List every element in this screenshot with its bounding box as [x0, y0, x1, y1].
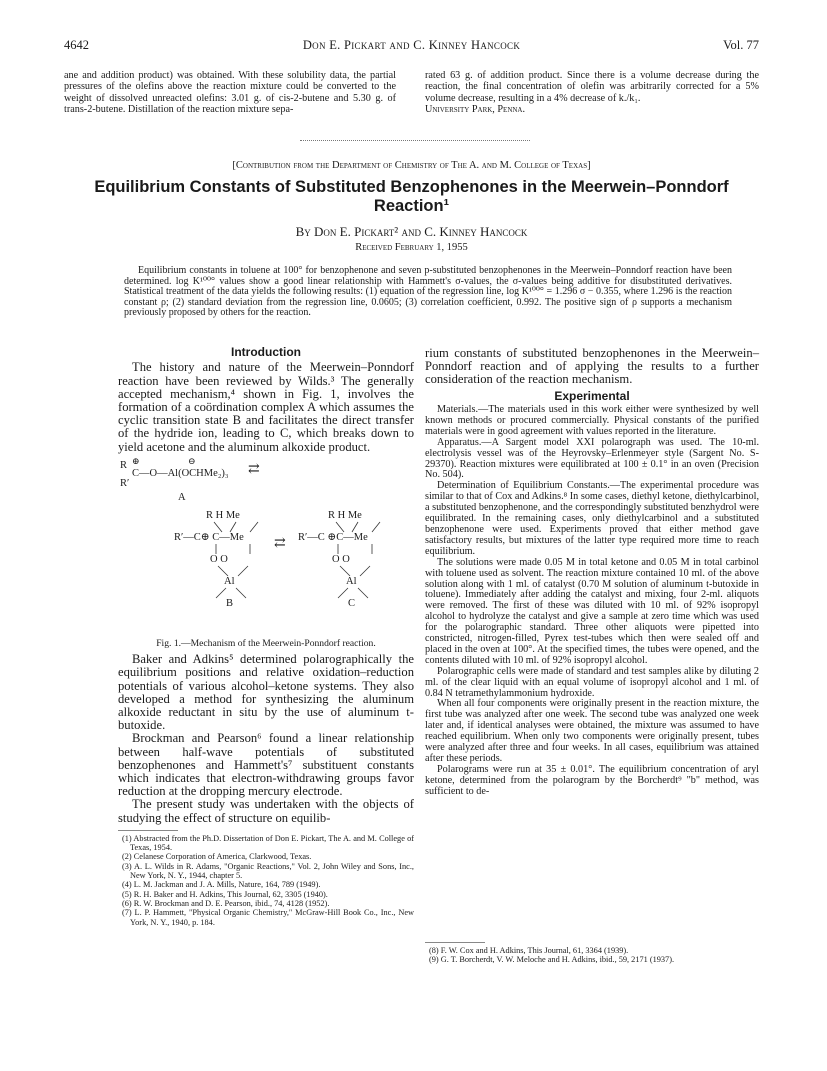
byline: By Don E. Pickart² and C. Kinney Hancock [295, 224, 528, 239]
footnote-rule-right [425, 942, 485, 943]
figure-caption: Fig. 1.—Mechanism of the Meerwein-Ponndorf reaction. [156, 637, 376, 649]
footnote: (1) Abstracted from the Ph.D. Dissertation of Don E. Pickart, The A. and M. College of Texas, 1954. [122, 833, 414, 853]
contribution-line: [Contribution from the Department of Chemistry of The A. and M. College of Texas] [232, 160, 591, 171]
right-column [425, 347, 759, 798]
experimental-heading: Experimental [554, 388, 630, 403]
intro-paragraph-3: Brockman and Pearson⁶ found a linear relationship between half-wave potentials of substituted benzophenones and Hammett's⁷ substituent constants which indicates that electron-withdrawing groups favor reduction at the dropping mercury electrode. [118, 731, 414, 799]
fig-b-al: Al [224, 575, 235, 587]
footnote: (6) R. W. Brockman and D. E. Pearson, ibid., 74, 4128 (1952). [122, 898, 330, 908]
apparatus-paragraph: Apparatus.—A Sargent model XXI polarograph was used. The 10-ml. electrolysis vessel was of the Heyrovsky–Erlenmeyer style (Sargent No. S-29370). Reaction mixtures were equilibrated at 100 ± 0.1° in an oven (Precision No. 504). [425, 436, 759, 481]
article-title: Equilibrium Constants of Substituted Benzophenones in the Meerwein–Ponndorf Reaction¹ [94, 178, 729, 215]
fig-bonds [118, 455, 414, 636]
fig-b-top: R H Me [206, 509, 240, 521]
previous-article-text-right: rated 63 g. of addition product. Since there is a volume decrease during the reaction, the final concentration of olefin was arbitrarily corrected for a 5% volume decrease, resulting in a 4% decrease of k./k₁. [425, 70, 759, 104]
fig-c-mid: R′—C ⊕C—Me [298, 531, 368, 543]
previous-article-text-left: ane and addition product) was obtained. With these solubility data, the partial pressures of the olefins above the reaction mixture could be converted to the weight of dissolved unreacted olefins: 3.01 g. of cis-2-butene and 5.30 g. of trans-2-butene. Distillation of the reaction mixture sepa- [64, 70, 396, 116]
fig-arrow-1: ⇄ [248, 461, 260, 477]
footnotes-left [118, 834, 414, 927]
previous-article-location: University Park, Penna. [425, 104, 526, 116]
fig-b-o: O O [210, 553, 228, 565]
fig-c-o: O O [332, 553, 350, 565]
footnote: (8) F. W. Cox and H. Adkins, This Journal, 61, 3364 (1939). [429, 946, 629, 955]
intro-continuation: rium constants of substituted benzophenones in the Meerwein–Ponndorf reaction and of applying the results to a further consideration of the reaction mechanism. [425, 346, 759, 387]
introduction-heading: Introduction [231, 345, 301, 359]
fig-rprime: R′ [120, 477, 130, 489]
fig-c-al: Al [346, 575, 357, 587]
polarograms-paragraph: Polarograms were run at 35 ± 0.01°. The equilibrium concentration of aryl ketone, determined from the polarogram by the Borcherdt⁹ "b" method, was sufficient to de- [425, 763, 759, 797]
article-divider [300, 140, 530, 141]
received-date: Received February 1, 1955 [355, 242, 468, 253]
fig-arrow-2: ⇄ [274, 535, 286, 551]
footnote: (5) R. H. Baker and H. Adkins, This Journal, 62, 3305 (1940). [122, 889, 328, 899]
footnote: (2) Celanese Corporation of America, Clarkwood, Texas. [122, 852, 312, 862]
materials-paragraph: Materials.—The materials used in this work either were synthesized by well known methods or procured commercially. Physical constants of the purified materials were in good agreement with values reported in the literature. [425, 404, 759, 437]
footnote: (9) G. T. Borcherdt, V. W. Meloche and H. Adkins, ibid., 59, 2171 (1937). [429, 955, 675, 965]
intro-paragraph-1: The history and nature of the Meerwein–Ponndorf reaction have been reviewed by Wilds.³ The generally accepted mechanism,⁴ shown in Fig. 1, involves the formation of a coördination complex A which assumes the cyclic transition state B and facilitates the direct transfer of the hydride ion, leading to C, which breaks down to yield acetone and the aluminum alkoxide product. [118, 360, 414, 454]
fig-r: R [120, 459, 128, 471]
page-number: 4642 [64, 38, 89, 52]
footnote-rule-left [118, 830, 178, 831]
fig-c-top: R H Me [328, 509, 362, 521]
running-header [64, 38, 759, 54]
previous-article-tail-right [425, 70, 759, 116]
footnote: (7) L. P. Hammett, "Physical Organic Chemistry," McGraw-Hill Book Co., Inc., New York, N. Y., 1940, p. 184. [122, 908, 414, 927]
fig-label-a: A [178, 491, 186, 503]
volume-label: Vol. 77 [723, 38, 759, 52]
intro-paragraph-4: The present study was undertaken with the objects of studying the effect of structure on equilib- [118, 797, 414, 825]
fig-complex-a: C—O—Al(OCHMe₂)₃ [132, 467, 229, 479]
fig-b-mid: R′—C⊕ C—Me [174, 531, 244, 543]
determination-paragraph: Determination of Equilibrium Constants.—The experimental procedure was similar to that of Cox and Adkins.⁸ In some cases, diethyl ketone, diethylcarbinol, a substituted benzophenone, and the correspondingly substituted benzhydrol were equilibrated. In the remaining cases, only diethylcarbinol and a substituted benzophenone were used. Experiments proved that either method gave satisfactory results, but mixtures of the latter type required more time to reach equilibrium. [425, 480, 759, 557]
mechanism-figure [118, 455, 414, 636]
running-authors: Don E. Pickart and C. Kinney Hancock [302, 38, 521, 52]
abstract: Equilibrium constants in toluene at 100° for benzophenone and seven p-substituted benzophenones in the Meerwein–Ponndorf reaction have been determined. log K¹⁰⁰° values show a good linear relationship with Hammett's σ-values, the σ-values being additive for disubstituted derivatives. Statistical treatment of the data yields the following results: (1) equation of the regression line, log K¹⁰⁰° = 1.296 σ − 0.355, where 1.296 is the reaction constant ρ; (2) standard deviation from the regression line, 0.0605; (3) correlation coefficient, 0.992. The positive sign of ρ supports a mechanism previously proposed by others for the reaction. [124, 265, 732, 319]
footnotes-right [425, 937, 759, 965]
when-paragraph: When all four components were originally present in the reaction mixture, the first tube was analyzed after one week. The second tube was analyzed one week later and, if identical analyses were obtained, the mixture was assumed to have reached equilibrium. When only two components were originally present, tubes were analyzed after three and four weeks. In all cases, equilibrium was attained after these periods. [425, 698, 759, 765]
previous-article-tail-left [64, 70, 396, 116]
fig-plus-a: ⊕ [132, 455, 140, 466]
footnote: (4) L. M. Jackman and J. A. Mills, Nature, 164, 789 (1949). [122, 880, 321, 890]
fig-label-b: B [226, 597, 234, 609]
intro-paragraph-2: Baker and Adkins⁵ determined polarographically the equilibrium positions and relative oxidation–reduction potentials of various alcohol–ketone systems. They also developed a method for synthesizing the aluminum alkoxide reductant in situ by the use of aluminum t-butoxide. [118, 652, 414, 733]
left-column [118, 347, 414, 927]
footnote: (3) A. L. Wilds in R. Adams, "Organic Reactions," Vol. 2, John Wiley and Sons, Inc., New York, N. Y., 1944, chapter 5. [122, 861, 414, 881]
cells-paragraph: Polarographic cells were made of standard and test samples alike by diluting 2 ml. of the clear liquid with an equal volume of isopropyl alcohol and 1 ml. of 0.84 N tetramethylammonium hydroxide. [425, 665, 759, 699]
fig-label-c: C [348, 597, 356, 609]
fig-minus-a: ⊖ [188, 455, 196, 466]
solutions-paragraph: The solutions were made 0.05 M in total ketone and 0.05 M in total carbinol with toluene used as solvent. The reaction mixture contained 10 ml. of the above solution along with 1 ml. of catalyst (0.70 M solution of aluminum t-butoxide in toluene). Immediately after adding the catalyst and mixing, four 2-ml. aliquots were removed. The first of these was diluted with 10 ml. of 92% isopropyl alcohol to hydrolyze the catalyst and give a sample at zero time which was used for the polarographic standard. Three other aliquots were pipetted into constricted, nitrogen-filled, Pyrex test-tubes which then were sealed off and placed in the oven at 100°. At the specified times, the tubes were opened, and the contents diluted with 10 ml. of 92% isopropyl alcohol. [425, 556, 759, 666]
